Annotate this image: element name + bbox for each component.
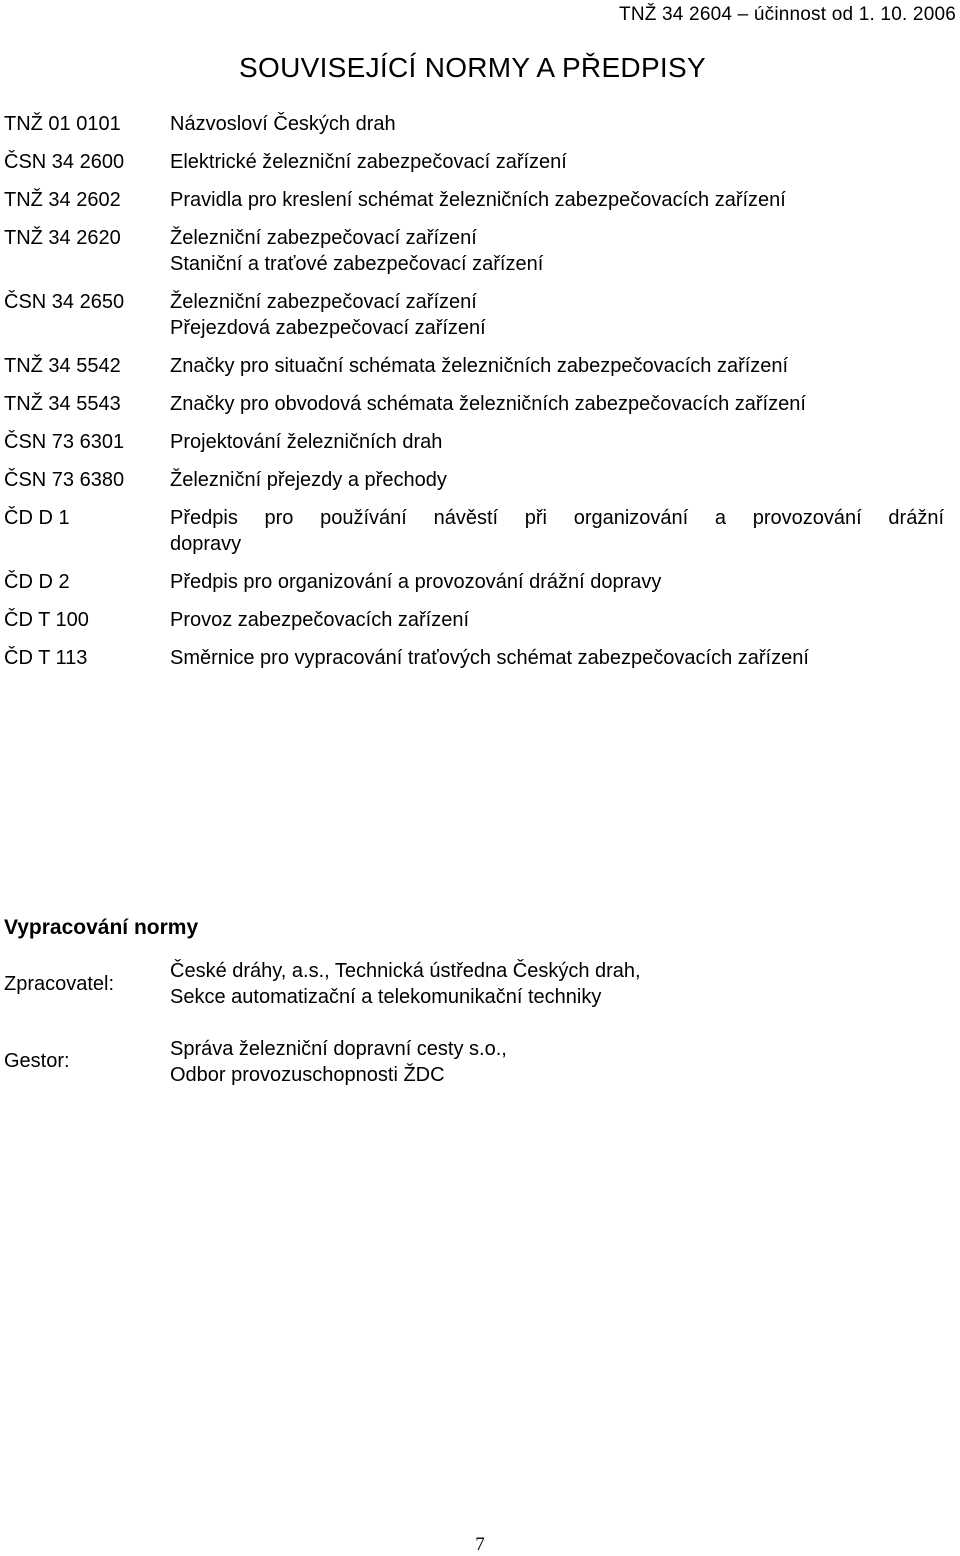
norm-title-line: Provoz zabezpečovacích zařízení	[170, 609, 470, 631]
norm-row	[4, 505, 944, 557]
norm-title-line: Značky pro obvodová schémata železničních zabezpečovacích zařízení	[170, 393, 806, 415]
norm-title-line: Názvosloví Českých drah	[170, 113, 396, 135]
norm-title-line: Pravidla pro kreslení schémat železničních zabezpečovacích zařízení	[170, 189, 786, 211]
norm-title	[170, 607, 944, 633]
norm-row	[4, 289, 944, 341]
norm-title	[170, 391, 944, 417]
norm-row	[4, 149, 944, 175]
guarantor-line: Odbor provozuschopnosti ŽDC	[170, 1064, 445, 1086]
norm-title-line: Železniční zabezpečovací zařízení	[170, 227, 477, 249]
norm-code: TNŽ 01 0101	[4, 113, 121, 135]
norm-title-line: Předpis pro organizování a provozování drážní dopravy	[170, 571, 662, 593]
norm-code: ČSN 73 6301	[4, 431, 125, 453]
norm-row	[4, 225, 944, 277]
norm-title	[170, 225, 944, 277]
norm-code: ČD T 113	[4, 647, 88, 669]
norm-title-line: Přejezdová zabezpečovací zařízení	[170, 317, 486, 339]
processor-label: Zpracovatel:	[4, 973, 115, 995]
norm-code: ČD D 2	[4, 571, 70, 593]
norm-title	[170, 467, 944, 493]
norm-title	[170, 289, 944, 341]
norm-code: ČSN 34 2600	[4, 151, 125, 173]
norm-title-line: Značky pro situační schémata železničních zabezpečovacích zařízení	[170, 355, 789, 377]
norm-row	[4, 607, 944, 633]
guarantor-value	[170, 1036, 904, 1088]
norm-title-line: Železniční přejezdy a přechody	[170, 469, 447, 491]
norm-code: ČSN 34 2650	[4, 291, 125, 313]
norm-title-line: dopravy	[170, 533, 242, 555]
norm-title	[170, 429, 944, 455]
norm-title	[170, 187, 944, 213]
norm-code: ČSN 73 6380	[4, 469, 125, 491]
guarantor-block	[4, 1036, 904, 1088]
processor-line: Sekce automatizační a telekomunikační techniky	[170, 986, 602, 1008]
norm-title-line: Směrnice pro vypracování traťových schémat zabezpečovacích zařízení	[170, 647, 809, 669]
norm-title-line: Projektování železničních drah	[170, 431, 443, 453]
norm-row	[4, 569, 944, 595]
norm-title	[170, 111, 944, 137]
norm-title-line: Staniční a traťové zabezpečovací zařízení	[170, 253, 544, 275]
norm-code: ČD D 1	[4, 507, 70, 529]
norm-row	[4, 645, 944, 671]
norm-title-line: Železniční zabezpečovací zařízení	[170, 291, 477, 313]
page-number: 7	[475, 1534, 485, 1555]
norm-title	[170, 149, 944, 175]
norm-code: TNŽ 34 2602	[4, 189, 121, 211]
norm-code: TNŽ 34 5542	[4, 355, 121, 377]
norm-title	[170, 645, 944, 671]
related-norms-list	[4, 111, 944, 683]
guarantor-line: Správa železniční dopravní cesty s.o.,	[170, 1038, 507, 1060]
norm-title	[170, 505, 944, 557]
norm-row	[4, 391, 944, 417]
section-title: SOUVISEJÍCÍ NORMY A PŘEDPISY	[239, 52, 706, 83]
processor-block	[4, 958, 904, 1010]
norm-code: TNŽ 34 2620	[4, 227, 121, 249]
processor-value	[170, 958, 904, 1010]
norm-row	[4, 111, 944, 137]
norm-row	[4, 467, 944, 493]
processor-line: České dráhy, a.s., Technická ústředna Českých drah,	[170, 960, 641, 982]
norm-title	[170, 353, 944, 379]
norm-code: TNŽ 34 5543	[4, 393, 121, 415]
preparation-heading: Vypracování normy	[4, 916, 199, 939]
norm-row	[4, 353, 944, 379]
norm-title-line: Elektrické železniční zabezpečovací zařízení	[170, 151, 567, 173]
norm-row	[4, 429, 944, 455]
norm-code: ČD T 100	[4, 609, 89, 631]
norm-row	[4, 187, 944, 213]
document-reference: TNŽ 34 2604 – účinnost od 1. 10. 2006	[619, 4, 956, 25]
norm-title-line: Předpis pro používání návěstí při organizování a provozování drážní	[170, 507, 944, 529]
guarantor-label: Gestor:	[4, 1050, 70, 1072]
norm-title	[170, 569, 944, 595]
